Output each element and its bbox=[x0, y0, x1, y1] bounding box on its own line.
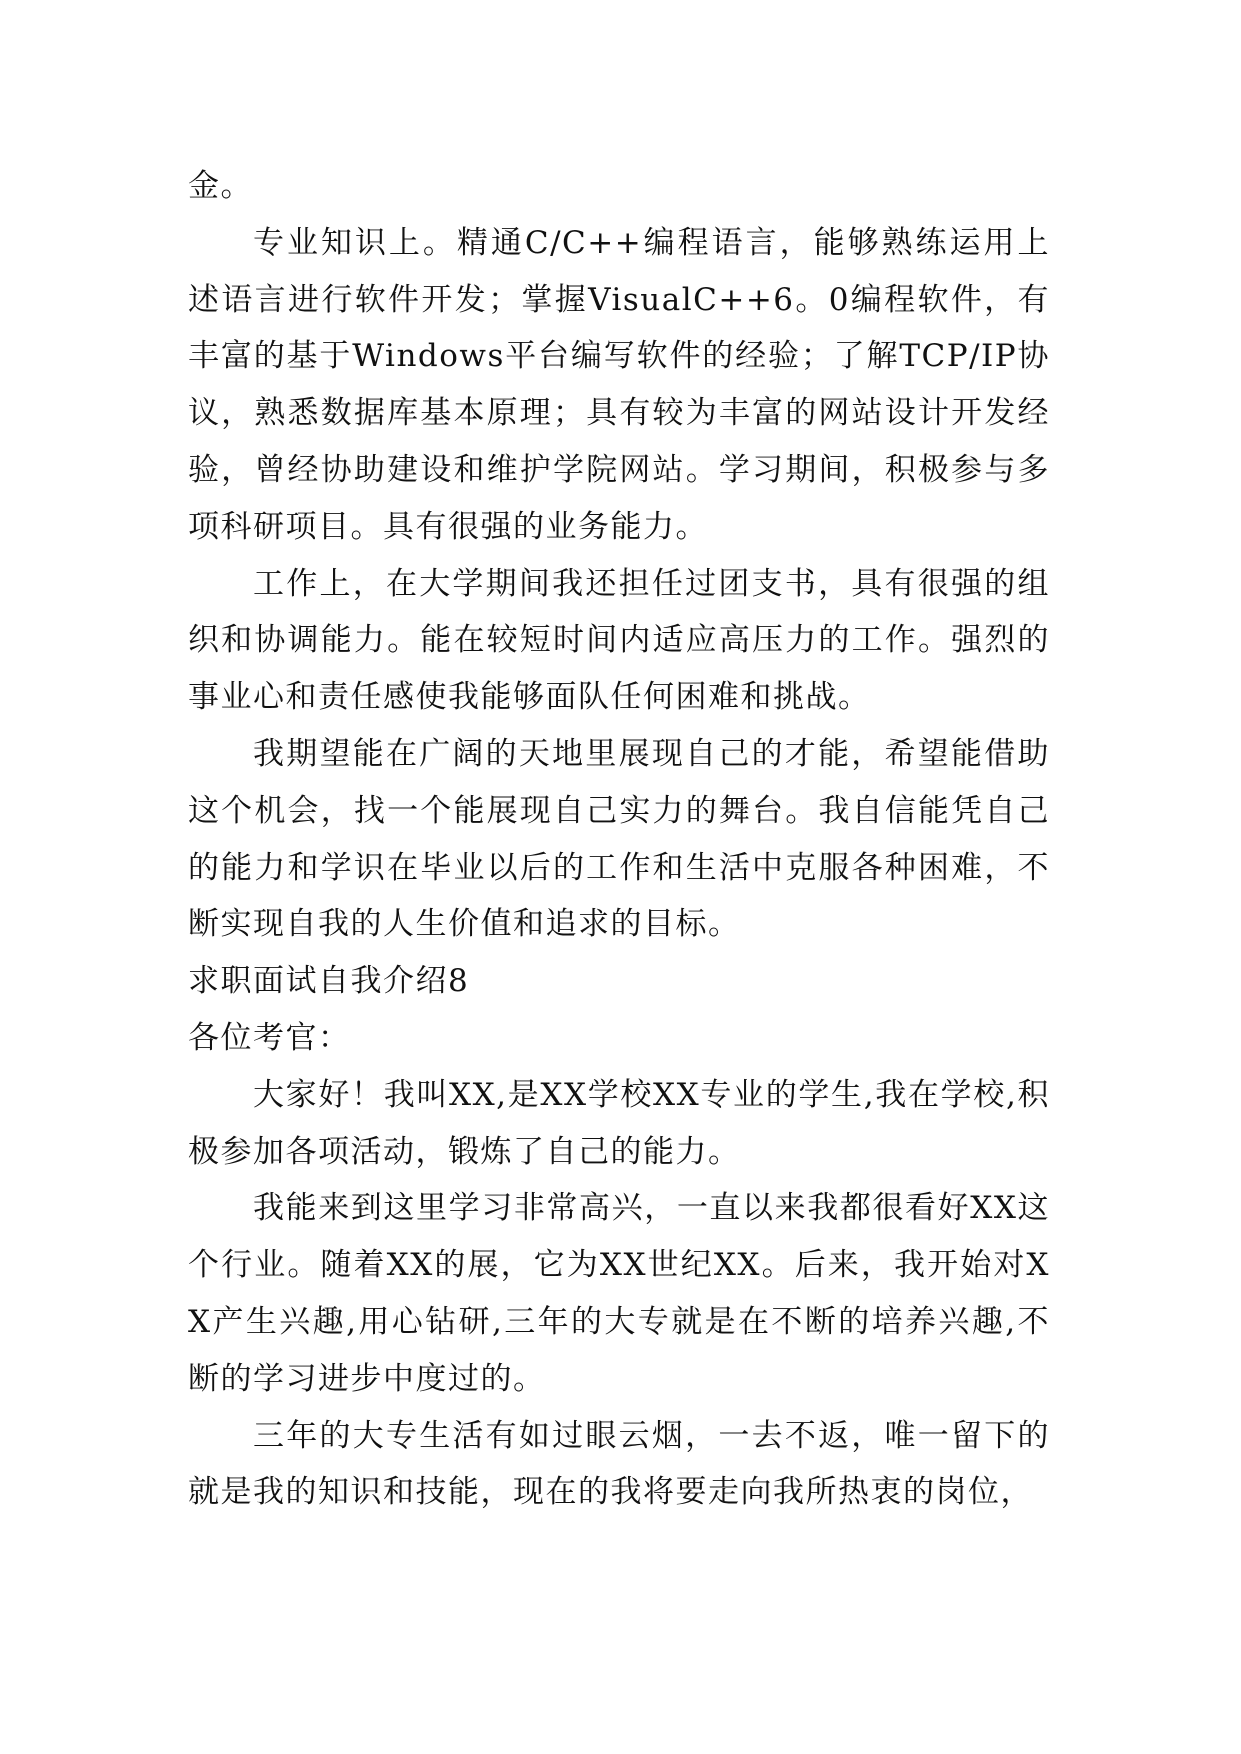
paragraph-greeting: 大家好！我叫XX,是XX学校XX专业的学生,我在学校,积极参加各项活动，锻炼了自己的能力。 bbox=[188, 1076, 1050, 1170]
paragraph-work-experience: 工作上，在大学期间我还担任过团支书，具有很强的组织和协调能力。能在较短时间内适应高压力的工作。强烈的事业心和责任感使我能够面队任何困难和挑战。 bbox=[188, 565, 1050, 716]
salutation: 各位考官： bbox=[188, 1019, 351, 1056]
paragraph-college-life: 三年的大专生活有如过眼云烟，一去不返，唯一留下的就是我的知识和技能，现在的我将要走向我所热衷的岗位， bbox=[188, 1417, 1050, 1511]
document-body bbox=[188, 158, 1050, 1521]
section-heading: 求职面试自我介绍8 bbox=[188, 963, 470, 1000]
paragraph-aspiration: 我期望能在广阔的天地里展现自己的才能，希望能借助这个机会，找一个能展现自己实力的舞台。我自信能凭自己的能力和学识在毕业以后的工作和生活中克服各种困难，不断实现自我的人生价值和追求的目标。 bbox=[188, 735, 1050, 943]
paragraph-professional-knowledge: 专业知识上。精通C/C++编程语言，能够熟练运用上述语言进行软件开发；掌握VisualC++6。0编程软件，有丰富的基于Windows平台编写软件的经验；了解TCP/IP协议，熟悉数据库基本原理；具有较为丰富的网站设计开发经验，曾经协助建设和维护学院网站。学习期间，积极参与多项科研项目。具有很强的业务能力。 bbox=[188, 224, 1050, 545]
paragraph-continuation: 金。 bbox=[188, 168, 253, 204]
paragraph-industry-interest: 我能来到这里学习非常高兴，一直以来我都很看好XX这个行业。随着XX的展，它为XX世纪XX。后来，我开始对XX产生兴趣,用心钻研,三年的大专就是在不断的培养兴趣,不断的学习进步中度过的。 bbox=[188, 1190, 1050, 1397]
